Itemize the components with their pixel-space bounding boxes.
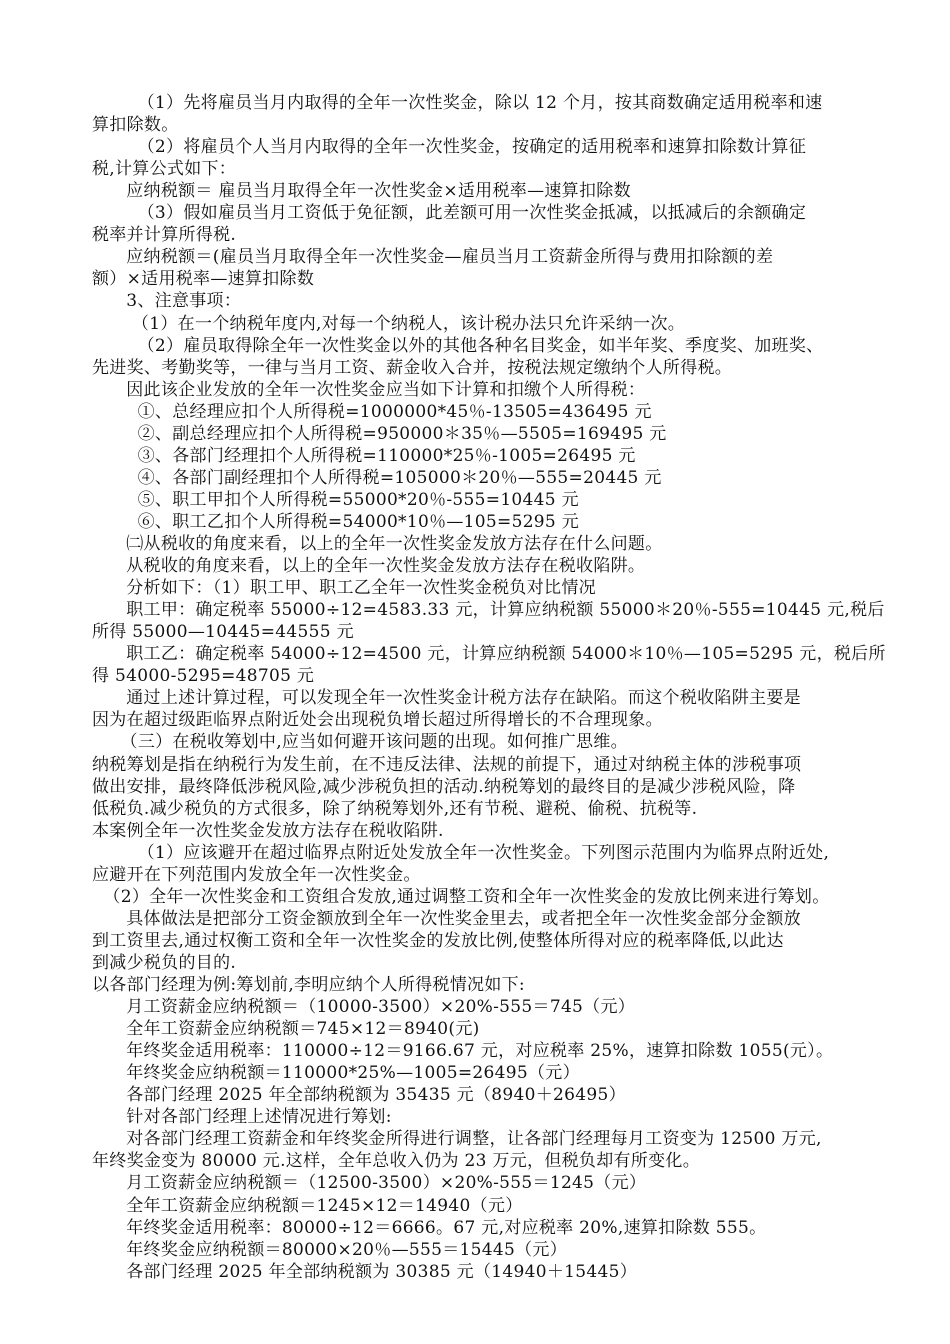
text-line: ⑤、职工甲扣个人所得税=55000*20％-555=10445 元 [92,489,579,510]
text-line: 做出安排，最终降低涉税风险,减少涉税负担的活动.纳税筹划的最终目的是减少涉税风险，降 [92,776,796,797]
text-line: 全年工资薪金应纳税额＝1245×12＝14940（元） [92,1195,523,1216]
text-line: 年终奖金适用税率：110000÷12＝9166.67 元，对应税率 25%，速算扣除数 1055(元）。 [92,1041,834,1062]
text-line: 各部门经理 2025 年全部纳税额为 35435 元（8940＋26495） [92,1085,626,1106]
text-line: 以各部门经理为例:筹划前,李明应纳个人所得税情况如下: [92,975,525,995]
text-line: ④、各部门副经理扣个人所得税=105000＊20％—555=20445 元 [92,467,662,488]
text-line: 先进奖、考勤奖等，一律与当月工资、薪金收入合并，按税法规定缴纳个人所得税。 [92,357,733,378]
text-line: （3）假如雇员当月工资低于免征额，此差额可用一次性奖金抵减，以抵减后的余额确定 [92,203,807,224]
text-line: 到减少税负的目的. [92,952,237,973]
text-line: 针对各部门经理上述情况进行筹划: [92,1107,392,1128]
text-line: 从税收的角度来看，以上的全年一次性奖金发放方法存在税收陷阱。 [92,556,646,577]
text-line: 到工资里去,通过权衡工资和全年一次性奖金的发放比例,使整体所得对应的税率降低,以此达 [92,930,784,951]
text-line: 得 54000-5295=48705 元 [92,666,315,687]
text-line: （2）雇员取得除全年一次性奖金以外的其他各种名目奖金，如半年奖、季度奖、加班奖、 [92,335,824,356]
text-line: 税率并计算所得税. [92,225,237,246]
text-line: ③、各部门经理扣个人所得税=110000*25％-1005=26495 元 [92,445,636,466]
text-line: 对各部门经理工资薪金和年终奖金所得进行调整，让各部门经理每月工资变为 12500 万元, [92,1129,822,1150]
text-line: 通过上述计算过程，可以发现全年一次性奖金计税方法存在缺陷。而这个税收陷阱主要是 [92,688,801,709]
text-line: 具体做法是把部分工资金额放到全年一次性奖金里去，或者把全年一次性奖金部分金额放 [92,908,801,929]
text-line: 年终奖金变为 80000 元.这样，全年总收入仍为 23 万元，但税负却有所变化。 [92,1151,701,1172]
text-line: 年终奖金应纳税额＝110000*25%—1005=26495（元） [92,1063,580,1084]
text-line: 低税负.减少税负的方式很多，除了纳税筹划外,还有节税、避税、偷税、抗税等. [92,798,698,819]
text-line: 算扣除数。 [92,115,179,136]
text-line: 应避开在下列范围内发放全年一次性奖金。 [92,864,421,885]
text-line: 月工资薪金应纳税额＝（10000-3500）×20%-555＝745（元） [92,997,636,1018]
text-line: 因为在超过级距临界点附近处会出现税负增长超过所得增长的不合理现象。 [92,710,663,731]
text-line: 职工甲：确定税率 55000÷12=4583.33 元，计算应纳税额 55000＊20％-555=10445 元,税后 [92,600,885,621]
text-line: （2）将雇员个人当月内取得的全年一次性奖金，按确定的适用税率和速算扣除数计算征 [92,137,807,158]
text-line: ①、总经理应扣个人所得税=1000000*45％-13505=436495 元 [92,401,652,422]
text-line: 各部门经理 2025 年全部纳税额为 30385 元（14940＋15445） [92,1261,638,1282]
text-line: 额）×适用税率—速算扣除数 [92,269,315,290]
text-line: 纳税筹划是指在纳税行为发生前，在不违反法律、法规的前提下，通过对纳税主体的涉税事项 [92,754,802,775]
text-line: 税,计算公式如下： [92,159,237,180]
text-line: 职工乙：确定税率 54000÷12=4500 元，计算应纳税额 54000＊10％—105=5295 元，税后所 [92,644,886,665]
text-line: 所得 55000—10445=44555 元 [92,622,354,643]
text-line: ⑥、职工乙扣个人所得税=54000*10％—105=5295 元 [92,511,580,532]
text-line: 分析如下：（1）职工甲、职工乙全年一次性奖金税负对比情况 [92,578,596,599]
text-line: 年终奖金适用税率：80000÷12＝6666。67 元,对应税率 20%,速算扣除数 555。 [92,1217,767,1238]
text-line: 应纳税额＝(雇员当月取得全年一次性奖金—雇员当月工资薪金所得与费用扣除额的差 [92,247,774,268]
text-line: 3、注意事项： [92,291,242,312]
text-line: 月工资薪金应纳税额＝（12500-3500）×20%-555＝1245（元） [92,1173,647,1194]
text-line: ②、副总经理应扣个人所得税=950000＊35％—5505=169495 元 [92,423,667,444]
text-line: 全年工资薪金应纳税额＝745×12＝8940(元) [92,1019,480,1040]
text-line: （1）先将雇员当月内取得的全年一次性奖金，除以 12 个月，按其商数确定适用税率和速 [92,93,823,113]
text-line: 因此该企业发放的全年一次性奖金应当如下计算和扣缴个人所得税： [92,379,646,400]
text-line: 年终奖金应纳税额＝80000×20％—555＝15445（元） [92,1239,568,1260]
text-line: （1）应该避开在超过临界点附近处发放全年一次性奖金。下列图示范围内为临界点附近处, [92,842,830,863]
text-line: 应纳税额＝ 雇员当月取得全年一次性奖金×适用税率—速算扣除数 [92,181,631,202]
text-line: ㈡从税收的角度来看，以上的全年一次性奖金发放方法存在什么问题。 [92,534,663,554]
text-line: （2）全年一次性奖金和工资组合发放,通过调整工资和全年一次性奖金的发放比例来进行筹划。 [92,886,830,907]
text-line: （1）在一个纳税年度内,对每一个纳税人，该计税办法只允许采纳一次。 [92,313,686,334]
text-line: （三）在税收筹划中,应当如何避开该问题的出现。如何推广思维。 [92,732,628,753]
text-line: 本案例全年一次性奖金发放方法存在税收陷阱. [92,820,444,841]
